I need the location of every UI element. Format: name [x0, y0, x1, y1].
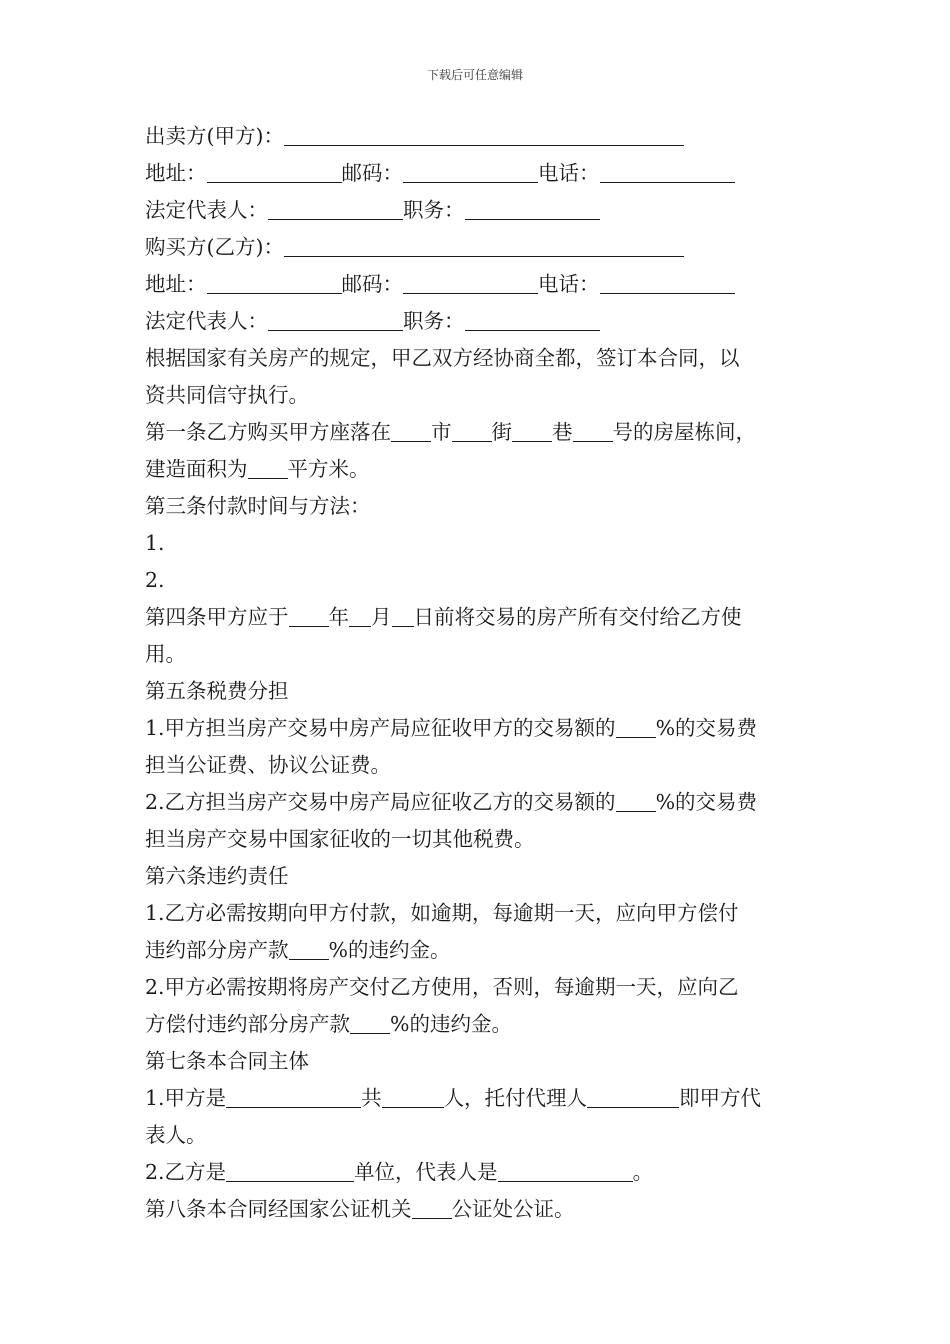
- buyer-phone-blank[interactable]: [600, 271, 735, 294]
- art7-1-text: 1.甲方是: [145, 1086, 227, 1110]
- position-label: 职务：: [403, 309, 465, 333]
- page-header-note: 下载后可任意编辑: [426, 68, 523, 82]
- art6-2-percent-label: %的违约金。: [390, 1012, 512, 1036]
- art7-party-b-rep-blank[interactable]: [498, 1159, 633, 1182]
- art7-party-a-blank[interactable]: [226, 1085, 361, 1108]
- art8-text: 第八条本合同经国家公证机关: [145, 1197, 412, 1221]
- buyer-address-line: [145, 266, 825, 303]
- art7-party-b-blank[interactable]: [226, 1159, 354, 1182]
- art1-city-blank[interactable]: [391, 419, 431, 442]
- postcode-label: 邮码：: [341, 161, 403, 185]
- position-label: 职务：: [403, 198, 465, 222]
- buyer-address-blank[interactable]: [207, 271, 342, 294]
- article-1-line-2: [145, 451, 825, 488]
- legal-rep-label: 法定代表人：: [145, 198, 268, 222]
- art7-count-blank[interactable]: [382, 1085, 444, 1108]
- art4-month-label: 月: [371, 605, 392, 629]
- article-5-item-2-line-2: 担当房产交易中国家征收的一切其他税费。: [145, 827, 535, 851]
- art6-1-text: 违约部分房产款: [145, 938, 289, 962]
- article-6-item-1-line-2: [145, 932, 825, 969]
- art4-year-label: 年: [328, 605, 349, 629]
- seller-phone-blank[interactable]: [600, 160, 735, 183]
- article-3-item-2: 2.: [145, 568, 165, 592]
- article-1-line-1: [145, 414, 825, 451]
- article-5-item-1-line-1: [145, 710, 825, 747]
- art1-area-blank[interactable]: [248, 456, 288, 479]
- art7-2-end: 。: [632, 1160, 654, 1184]
- intro-line-2: 资共同信守执行。: [145, 383, 309, 407]
- art4-day-label: 日前将交易的房产所有交付给乙方使: [413, 605, 742, 629]
- article-5-title: 第五条税费分担: [145, 679, 289, 703]
- seller-address-blank[interactable]: [207, 160, 342, 183]
- seller-label: 出卖方(甲方)：: [145, 124, 284, 148]
- buyer-position-blank[interactable]: [465, 308, 600, 331]
- seller-rep-line: [145, 192, 825, 229]
- art1-area-text: 建造面积为: [145, 457, 248, 481]
- art1-area-unit: 平方米。: [287, 457, 370, 481]
- article-4-line-2: 用。: [145, 642, 186, 666]
- article-6-title: 第六条违约责任: [145, 864, 289, 888]
- seller-postcode-blank[interactable]: [403, 160, 538, 183]
- article-5-item-1-line-2: 担当公证费、协议公证费。: [145, 753, 391, 777]
- art1-street-blank[interactable]: [452, 419, 492, 442]
- art1-lane-blank[interactable]: [512, 419, 552, 442]
- article-6-item-2-line-2: [145, 1006, 825, 1043]
- article-3-item-1: 1.: [145, 531, 165, 555]
- art7-agent-blank[interactable]: [587, 1085, 679, 1108]
- seller-rep-blank[interactable]: [268, 197, 403, 220]
- article-7-item-1-line-2: 表人。: [145, 1123, 207, 1147]
- phone-label: 电话：: [538, 161, 600, 185]
- art4-month-blank[interactable]: [349, 604, 371, 627]
- art7-1-rep-label: 即甲方代: [679, 1086, 762, 1110]
- seller-name-blank[interactable]: [284, 123, 684, 146]
- art1-lane-label: 巷: [552, 420, 573, 444]
- art5-1-text: 1.甲方担当房产交易中房产局应征收甲方的交易额的: [145, 716, 616, 740]
- art6-2-text: 方偿付违约部分房产款: [145, 1012, 350, 1036]
- art7-1-agent-label: 人，托付代理人: [443, 1086, 588, 1110]
- art7-2-text: 2.乙方是: [145, 1160, 227, 1184]
- art4-text: 第四条甲方应于: [145, 605, 289, 629]
- art1-text: 第一条乙方购买甲方座落在: [145, 420, 391, 444]
- buyer-rep-line: [145, 303, 825, 340]
- seller-position-blank[interactable]: [465, 197, 600, 220]
- seller-line: [145, 118, 825, 155]
- address-label: 地址：: [145, 272, 207, 296]
- legal-rep-label: 法定代表人：: [145, 309, 268, 333]
- phone-label: 电话：: [538, 272, 600, 296]
- postcode-label: 邮码：: [341, 272, 403, 296]
- art6-1-percent-label: %的违约金。: [328, 938, 451, 962]
- buyer-name-blank[interactable]: [284, 234, 684, 257]
- buyer-rep-blank[interactable]: [268, 308, 403, 331]
- address-label: 地址：: [145, 161, 207, 185]
- art5-2-percent-label: %的交易费: [655, 790, 758, 814]
- article-8: [145, 1191, 825, 1228]
- article-7-item-1-line-1: [145, 1080, 825, 1117]
- article-7-title: 第七条本合同主体: [145, 1049, 309, 1073]
- buyer-line: [145, 229, 825, 266]
- art5-2-percent-blank[interactable]: [616, 789, 656, 812]
- contract-body: [145, 118, 825, 1228]
- art7-1-total-label: 共: [361, 1086, 382, 1110]
- article-7-item-2: [145, 1154, 825, 1191]
- article-5-item-2-line-1: [145, 784, 825, 821]
- art1-city-label: 市: [431, 420, 452, 444]
- art8-notary-blank[interactable]: [412, 1196, 452, 1219]
- art6-2-percent-blank[interactable]: [350, 1011, 390, 1034]
- art5-2-text: 2.乙方担当房产交易中房产局应征收乙方的交易额的: [145, 790, 616, 814]
- art1-number-blank[interactable]: [573, 419, 613, 442]
- art6-1-percent-blank[interactable]: [289, 937, 329, 960]
- buyer-postcode-blank[interactable]: [403, 271, 538, 294]
- art1-number-label: 号的房屋栋间，: [612, 420, 756, 444]
- article-3-title: 第三条付款时间与方法：: [145, 494, 371, 518]
- buyer-label: 购买方(乙方)：: [145, 235, 284, 259]
- art7-2-rep-label: 单位，代表人是: [354, 1160, 498, 1184]
- intro-line-1: 根据国家有关房产的规定，甲乙双方经协商全都，签订本合同，以: [145, 346, 740, 370]
- art5-1-percent-label: %的交易费: [655, 716, 758, 740]
- article-6-item-1-line-1: 1.乙方必需按期向甲方付款，如逾期，每逾期一天，应向甲方偿付: [145, 901, 739, 925]
- article-6-item-2-line-1: 2.甲方必需按期将房产交付乙方使用，否则，每逾期一天，应向乙: [145, 975, 739, 999]
- seller-address-line: [145, 155, 825, 192]
- art8-end: 公证处公证。: [451, 1197, 575, 1221]
- art1-street-label: 街: [491, 420, 512, 444]
- art4-year-blank[interactable]: [289, 604, 329, 627]
- article-4-line-1: [145, 599, 825, 636]
- art5-1-percent-blank[interactable]: [616, 715, 656, 738]
- art4-day-blank[interactable]: [392, 604, 414, 627]
